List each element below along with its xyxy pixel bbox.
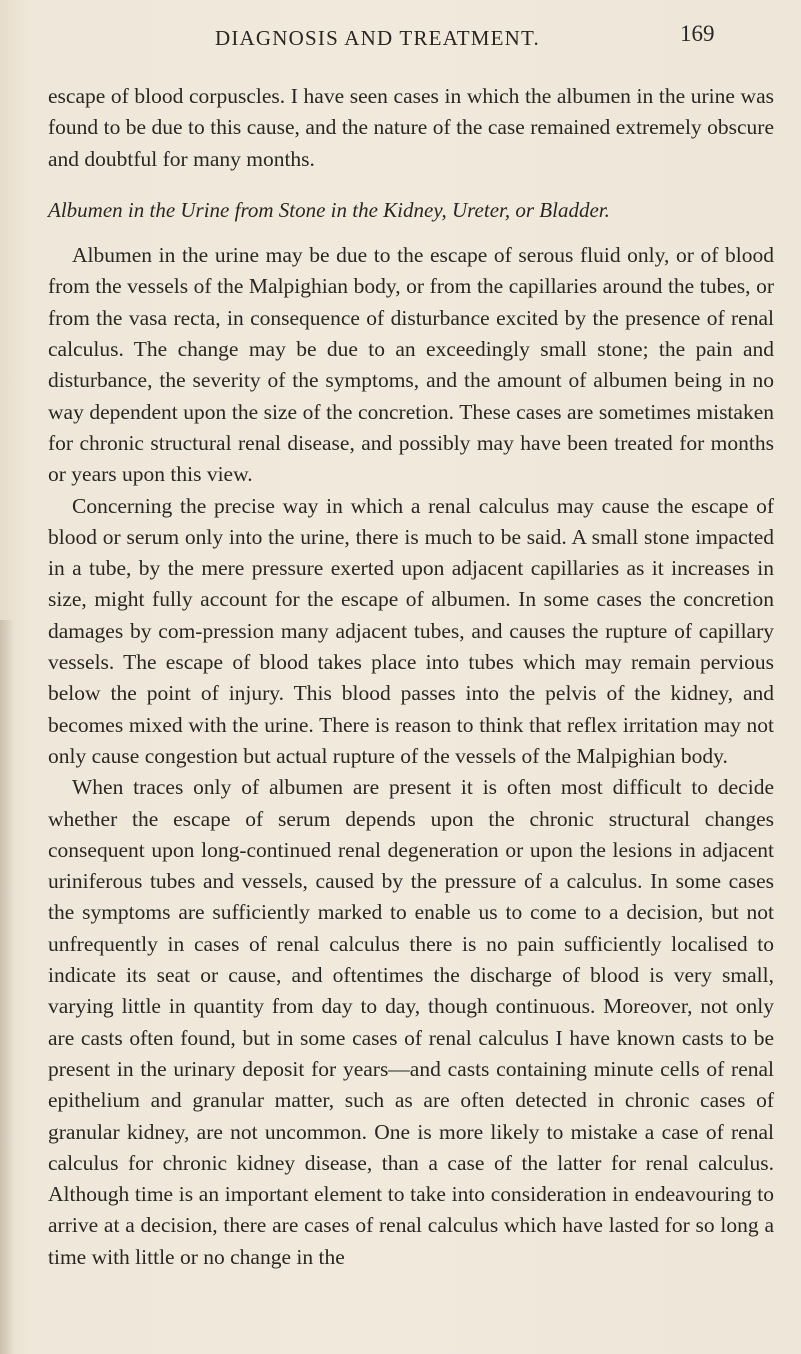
paragraph: Albumen in the urine may be due to the escape of serous fluid only, or of blood from the vessels of the Malpighian body, or from the capillaries around the tubes, or from the vasa recta, in consequence of disturbance excited by the presence of renal calculus. The change may be due to an exceedingly small stone; the pain and disturbance, the severity of the symptoms, and the amount of albumen being in no way dependent upon the size of the concretion. These cases are sometimes mistaken for chronic structural renal disease, and possibly may have been treated for months or years upon this view. xyxy=(48,243,774,487)
paragraph: Concerning the precise way in which a renal calculus may cause the escape of blood or serum only into the urine, there is much to be said. A small stone impacted in a tube, by the mere pressure exerted upon adjacent capillaries as it increases in size, might fully account for the escape of albumen. In some cases the concretion damages by com-pression many adjacent tubes, and causes the rupture of capillary vessels. The escape of blood takes place into tubes which may remain pervious below the point of injury. This blood passes into the pelvis of the kidney, and becomes mixed with the urine. There is reason to think that reflex irritation may not only cause congestion but actual rupture of the vessels of the Malpighian body. xyxy=(48,493,774,768)
paragraph: When traces only of albumen are present it is often most difficult to decide whether the escape of serum depends upon the chronic structural changes consequent upon long-continued renal degeneration or upon the lesions in adjacent uriniferous tubes and vessels, caused by the pressure of a calculus. In some cases the symptoms are sufficiently marked to enable us to come to a decision, but not unfrequently in cases of renal calculus there is no pain sufficiently localised to indicate its seat or cause, and oftentimes the discharge of blood is very small, varying little in quantity from day to day, though continuous. Moreover, not only are casts often found, but in some cases of renal calculus I have known casts to be present in the urinary deposit for years—and casts containing minute cells of renal epithelium and granular matter, such as are often detected in chronic cases of granular kidney, are not uncommon. One is more likely to mistake a case of renal calculus for chronic kidney disease, than a case of the latter for renal calculus. Although time is an important element to take into consideration in endeavouring to arrive at a decision, there are cases of renal calculus which have lasted for so long a time with little or no change in the xyxy=(48,775,774,1269)
page-header xyxy=(0,21,801,66)
page-number: 169 xyxy=(680,21,715,46)
page-edge-shadow xyxy=(0,620,14,1354)
section-heading: Albumen in the Urine from Stone in the Kidney, Ureter, or Bladder. xyxy=(48,197,610,222)
body-text xyxy=(48,81,774,1273)
running-head: DIAGNOSIS AND TREATMENT. xyxy=(215,26,540,50)
paragraph-continued: escape of blood corpuscles. I have seen cases in which the albumen in the urine was found to be due to this cause, and the nature of the case remained extremely obscure and doubtful for many months. xyxy=(48,84,774,171)
